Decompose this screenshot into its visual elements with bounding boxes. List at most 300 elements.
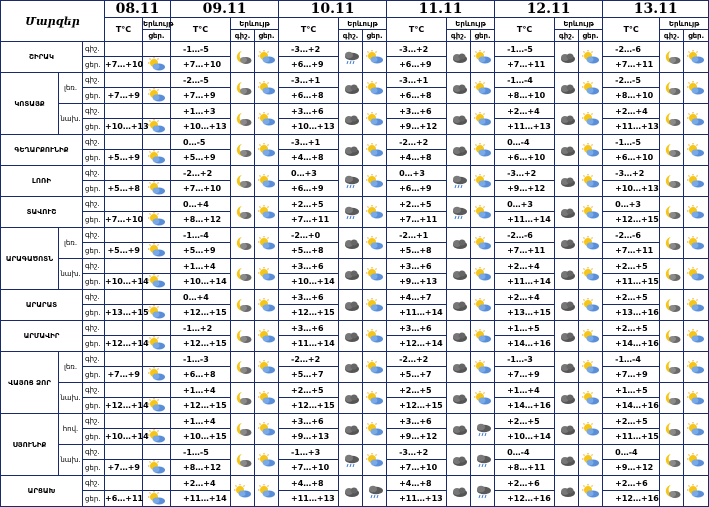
time-of-day-label: գիշ.: [83, 104, 105, 119]
time-of-day-label: ցեր.: [83, 150, 105, 166]
cloud-sun-icon: [473, 360, 493, 375]
cloud-sun-icon: [257, 205, 277, 220]
cloud-sun-icon: [147, 150, 167, 165]
weather-icon-cell: [231, 197, 255, 228]
weather-icon-cell: [363, 445, 387, 476]
temperature-value: +7…+10: [387, 460, 447, 476]
temperature-value: +12…+16: [495, 491, 555, 507]
temperature-value: -1…-4: [171, 228, 231, 243]
cloud-icon: [341, 391, 361, 406]
moon-cloud-icon: [662, 112, 682, 127]
cloud-rain-icon: [341, 174, 361, 189]
temperature-value: +11…+15: [603, 274, 660, 290]
temperature-value: [105, 259, 143, 274]
cloud-icon: [449, 236, 469, 251]
cloud-sun-icon: [147, 119, 167, 134]
temperature-value: -2…+2: [171, 166, 231, 181]
subregion-label: նախ.: [59, 104, 83, 135]
table-row: [1, 445, 709, 460]
cloud-sun-icon: [473, 329, 493, 344]
table-row: [1, 290, 709, 305]
temperature-value: +6…+8: [171, 367, 231, 383]
weather-icon-cell: [684, 197, 709, 228]
weather-icon-cell: [555, 104, 579, 135]
weather-icon-cell: [684, 228, 709, 259]
cloud-sun-icon: [257, 360, 277, 375]
weather-icon-cell: [555, 352, 579, 383]
weather-icon-cell: [363, 135, 387, 166]
cloud-sun-icon: [473, 143, 493, 158]
temperature-value: -2…-6: [495, 228, 555, 243]
cloud-rain-icon: [473, 453, 493, 468]
weather-icon-cell: [339, 197, 363, 228]
moon-cloud-icon: [662, 81, 682, 96]
temperature-value: [105, 73, 143, 88]
cloud-icon: [557, 329, 577, 344]
phenomenon-header: Երևույթ: [339, 18, 387, 30]
temperature-value: 0…+3: [279, 166, 339, 181]
weather-icon-cell: [255, 383, 279, 414]
temperature-value: +4…+8: [387, 150, 447, 166]
temperature-value: +7…+10: [105, 212, 143, 228]
cloud-icon: [557, 267, 577, 282]
weather-icon-cell: [471, 42, 495, 73]
weather-icon-cell: [579, 42, 603, 73]
cloud-sun-icon: [257, 329, 277, 344]
weather-icon-cell: [363, 259, 387, 290]
temperature-value: +12…+15: [171, 336, 231, 352]
temperature-value: +14…+16: [495, 398, 555, 414]
weather-icon-cell: [143, 88, 171, 104]
region-name: ԱՐՄԱՎԻՐ: [1, 321, 83, 352]
weather-icon-cell: [255, 352, 279, 383]
time-of-day-label: ցեր.: [83, 212, 105, 228]
moon-cloud-icon: [233, 50, 253, 65]
weather-icon-cell: [471, 135, 495, 166]
subregion-label: նախ.: [59, 383, 83, 414]
temperature-value: +3…+6: [279, 290, 339, 305]
temperature-value: +2…+5: [387, 383, 447, 398]
subregion-label: նախ.: [59, 259, 83, 290]
weather-icon-cell: [660, 352, 684, 383]
table-row: [1, 166, 709, 181]
temperature-value: -1…-4: [603, 352, 660, 367]
time-of-day-label: գիշ.: [83, 414, 105, 429]
weather-icon-cell: [447, 259, 471, 290]
temperature-value: +3…+6: [387, 104, 447, 119]
temperature-value: +8…+12: [171, 460, 231, 476]
temperature-value: -1…-5: [171, 42, 231, 57]
cloud-icon: [341, 360, 361, 375]
cloud-sun-icon: [581, 298, 601, 313]
weather-icon-cell: [579, 383, 603, 414]
weather-icon-cell: [255, 414, 279, 445]
table-row: [1, 42, 709, 57]
weather-icon-cell: [143, 228, 171, 243]
cloud-sun-icon: [473, 391, 493, 406]
temperature-value: +5…+9: [105, 150, 143, 166]
moon-cloud-icon: [662, 391, 682, 406]
weather-icon-cell: [579, 290, 603, 321]
cloud-icon: [449, 112, 469, 127]
temperature-value: +5…+9: [171, 150, 231, 166]
temperature-value: -2…+2: [279, 352, 339, 367]
weather-icon-cell: [684, 321, 709, 352]
temperature-value: +4…+8: [279, 476, 339, 491]
weather-icon-cell: [660, 197, 684, 228]
temperature-value: +9…+12: [387, 119, 447, 135]
weather-icon-cell: [471, 290, 495, 321]
cloud-icon: [557, 143, 577, 158]
temperature-value: +2…+5: [387, 197, 447, 212]
weather-icon-cell: [255, 290, 279, 321]
weather-icon-cell: [339, 352, 363, 383]
cloud-icon: [557, 360, 577, 375]
region-name: ՇԻՐԱԿ: [1, 42, 83, 73]
cloud-sun-icon: [257, 298, 277, 313]
temperature-value: +4…+8: [279, 150, 339, 166]
time-of-day-label: գիշ.: [83, 352, 105, 367]
weather-icon-cell: [555, 166, 579, 197]
cloud-sun-icon: [233, 484, 253, 499]
time-of-day-label: գիշ.: [83, 259, 105, 274]
cloud-sun-icon: [365, 391, 385, 406]
temperature-value: +10…+15: [171, 429, 231, 445]
date-header-4: 11.11: [387, 1, 495, 18]
temperature-value: +7…+11: [387, 212, 447, 228]
temperature-value: +11…+14: [171, 491, 231, 507]
moon-cloud-icon: [233, 143, 253, 158]
temperature-value: +1…+4: [171, 259, 231, 274]
cloud-sun-icon: [147, 181, 167, 196]
phenomenon-header: Երևույթ: [231, 18, 279, 30]
weather-icon-cell: [447, 352, 471, 383]
temperature-value: +13…+16: [603, 305, 660, 321]
night-header: գիշ.: [339, 30, 363, 42]
temp-header: T°C: [495, 18, 555, 42]
temperature-value: [105, 321, 143, 336]
weather-icon-cell: [255, 135, 279, 166]
weather-icon-cell: [339, 383, 363, 414]
weather-icon-cell: [555, 290, 579, 321]
weather-icon-cell: [143, 181, 171, 197]
temperature-value: -3…+2: [603, 166, 660, 181]
temperature-value: 0…-5: [171, 135, 231, 150]
cloud-sun-icon: [365, 360, 385, 375]
time-of-day-label: գիշ.: [83, 476, 105, 491]
temperature-value: +2…+5: [603, 414, 660, 429]
cloud-sun-icon: [473, 81, 493, 96]
weather-icon-cell: [447, 135, 471, 166]
cloud-sun-icon: [147, 398, 167, 413]
temperature-value: +3…+6: [279, 414, 339, 429]
weather-icon-cell: [231, 414, 255, 445]
weather-icon-cell: [684, 352, 709, 383]
moon-cloud-icon: [662, 329, 682, 344]
cloud-sun-icon: [581, 174, 601, 189]
temperature-value: +12…+15: [279, 305, 339, 321]
temperature-value: +8…+12: [171, 212, 231, 228]
temperature-value: +2…+4: [495, 104, 555, 119]
time-of-day-label: ցեր.: [83, 460, 105, 476]
temperature-value: +7…+11: [495, 57, 555, 73]
weather-icon-cell: [339, 42, 363, 73]
cloud-sun-icon: [581, 391, 601, 406]
weather-icon-cell: [143, 367, 171, 383]
region-name: ԿՈՏԱՅՔ: [1, 73, 59, 135]
weather-icon-cell: [447, 383, 471, 414]
cloud-sun-icon: [147, 274, 167, 289]
weather-icon-cell: [339, 445, 363, 476]
cloud-sun-icon: [365, 267, 385, 282]
temperature-value: +6…+9: [387, 57, 447, 73]
temperature-value: 0…-4: [603, 445, 660, 460]
weather-icon-cell: [555, 42, 579, 73]
time-of-day-label: ցեր.: [83, 274, 105, 290]
weather-icon-cell: [339, 135, 363, 166]
weather-icon-cell: [363, 197, 387, 228]
temperature-value: -2…-5: [603, 73, 660, 88]
moon-cloud-icon: [662, 422, 682, 437]
temperature-value: +14…+16: [495, 336, 555, 352]
weather-icon-cell: [555, 321, 579, 352]
weather-icon-cell: [555, 383, 579, 414]
weather-icon-cell: [231, 228, 255, 259]
temperature-value: +2…+5: [603, 321, 660, 336]
temperature-value: +6…+8: [279, 88, 339, 104]
temperature-value: [105, 383, 143, 398]
temperature-value: [105, 135, 143, 150]
time-of-day-label: գիշ.: [83, 42, 105, 57]
temperature-value: +12…+15: [279, 398, 339, 414]
weather-icon-cell: [579, 476, 603, 507]
weather-icon-cell: [363, 228, 387, 259]
temperature-value: +2…+5: [603, 259, 660, 274]
temperature-value: +14…+16: [603, 398, 660, 414]
temperature-value: +7…+9: [171, 88, 231, 104]
cloud-sun-icon: [686, 50, 706, 65]
weather-icon-cell: [684, 383, 709, 414]
moon-cloud-icon: [233, 112, 253, 127]
cloud-sun-icon: [365, 329, 385, 344]
weather-icon-cell: [339, 290, 363, 321]
table-row: [1, 197, 709, 212]
time-of-day-label: ցեր.: [83, 119, 105, 135]
temperature-value: +3…+6: [387, 259, 447, 274]
weather-icon-cell: [684, 166, 709, 197]
weather-icon-cell: [471, 321, 495, 352]
temperature-value: +11…+13: [495, 119, 555, 135]
time-of-day-label: գիշ.: [83, 290, 105, 305]
weather-icon-cell: [143, 212, 171, 228]
moon-cloud-icon: [662, 267, 682, 282]
weather-icon-cell: [660, 290, 684, 321]
temperature-value: [105, 166, 143, 181]
cloud-sun-icon: [581, 329, 601, 344]
weather-icon-cell: [143, 104, 171, 119]
weather-icon-cell: [471, 104, 495, 135]
temperature-value: +2…+4: [171, 476, 231, 491]
temperature-value: +11…+13: [279, 491, 339, 507]
time-of-day-label: գիշ.: [83, 383, 105, 398]
temperature-value: +7…+11: [495, 243, 555, 259]
cloud-sun-icon: [581, 422, 601, 437]
subregion-label: լեռ.: [59, 352, 83, 383]
cloud-sun-icon: [365, 205, 385, 220]
cloud-icon: [449, 329, 469, 344]
cloud-sun-icon: [473, 205, 493, 220]
temperature-value: +7…+10: [171, 181, 231, 197]
night-header: գիշ.: [447, 30, 471, 42]
weather-icon-cell: [447, 104, 471, 135]
regions-header: Մարզեր: [1, 1, 105, 42]
cloud-sun-icon: [147, 429, 167, 444]
cloud-icon: [341, 81, 361, 96]
weather-icon-cell: [555, 197, 579, 228]
temperature-value: +7…+9: [495, 367, 555, 383]
cloud-sun-icon: [686, 143, 706, 158]
weather-icon-cell: [143, 150, 171, 166]
weather-icon-cell: [363, 476, 387, 507]
temperature-value: +2…+6: [603, 476, 660, 491]
cloud-sun-icon: [365, 422, 385, 437]
subregion-label: նախ.: [59, 445, 83, 476]
time-of-day-label: գիշ.: [83, 228, 105, 243]
weather-icon-cell: [231, 166, 255, 197]
temperature-value: [105, 445, 143, 460]
temperature-value: +1…+3: [171, 104, 231, 119]
moon-cloud-icon: [233, 205, 253, 220]
temperature-value: +12…+16: [603, 491, 660, 507]
table-row: [1, 73, 709, 88]
weather-icon-cell: [339, 228, 363, 259]
subregion-label: լեռ.: [59, 228, 83, 259]
moon-cloud-icon: [233, 391, 253, 406]
temperature-value: [105, 414, 143, 429]
cloud-icon: [449, 143, 469, 158]
temperature-value: +5…+9: [105, 243, 143, 259]
temperature-value: -2…+1: [387, 228, 447, 243]
weather-icon-cell: [363, 73, 387, 104]
time-of-day-label: ցեր.: [83, 181, 105, 197]
table-row: [1, 104, 709, 119]
weather-icon-cell: [579, 166, 603, 197]
temperature-value: +9…+12: [495, 181, 555, 197]
cloud-sun-icon: [686, 329, 706, 344]
subregion-label: լեռ.: [59, 73, 83, 104]
temperature-value: +2…+5: [279, 383, 339, 398]
moon-cloud-icon: [662, 236, 682, 251]
weather-icon-cell: [255, 321, 279, 352]
cloud-sun-icon: [581, 50, 601, 65]
cloud-sun-icon: [147, 88, 167, 103]
cloud-sun-icon: [686, 81, 706, 96]
time-of-day-label: գիշ.: [83, 135, 105, 150]
cloud-icon: [341, 112, 361, 127]
temperature-value: +10…+13: [105, 119, 143, 135]
temperature-value: +11…+13: [603, 119, 660, 135]
temperature-value: +7…+10: [105, 57, 143, 73]
region-name: ԱՐԱՐԱՏ: [1, 290, 83, 321]
time-of-day-label: ցեր.: [83, 243, 105, 259]
temperature-value: +9…+12: [387, 429, 447, 445]
region-name: ԳԵՂԱՐՔՈՒՆԻՔ: [1, 135, 83, 166]
temperature-value: [105, 42, 143, 57]
temperature-value: +7…+11: [603, 57, 660, 73]
day-header: ցեր.: [255, 30, 279, 42]
temperature-value: +4…+8: [387, 476, 447, 491]
temperature-value: [105, 104, 143, 119]
phenomenon-header: Երևույթ: [660, 18, 709, 30]
temp-header: T°C: [387, 18, 447, 42]
temperature-value: +12…+14: [387, 336, 447, 352]
table-row: [1, 135, 709, 150]
cloud-sun-icon: [147, 460, 167, 475]
temperature-value: 0…+3: [387, 166, 447, 181]
temperature-value: +7…+10: [171, 57, 231, 73]
temperature-value: +10…+14: [105, 429, 143, 445]
weather-icon-cell: [363, 290, 387, 321]
cloud-icon: [557, 391, 577, 406]
temperature-value: +10…+13: [171, 119, 231, 135]
cloud-icon: [449, 422, 469, 437]
time-of-day-label: ցեր.: [83, 429, 105, 445]
moon-cloud-icon: [662, 143, 682, 158]
night-header: գիշ.: [231, 30, 255, 42]
temperature-value: +5…+8: [105, 181, 143, 197]
phenomenon-header: Երևույթ: [447, 18, 495, 30]
cloud-icon: [557, 298, 577, 313]
cloud-icon: [449, 360, 469, 375]
time-of-day-label: ցեր.: [83, 398, 105, 414]
weather-icon-cell: [231, 135, 255, 166]
cloud-icon: [341, 267, 361, 282]
cloud-icon: [557, 484, 577, 499]
weather-icon-cell: [143, 57, 171, 73]
cloud-sun-icon: [686, 391, 706, 406]
temperature-value: +6…+11: [105, 491, 143, 507]
weather-icon-cell: [684, 259, 709, 290]
temperature-value: +7…+9: [603, 367, 660, 383]
cloud-sun-icon: [257, 81, 277, 96]
weather-icon-cell: [339, 259, 363, 290]
cloud-sun-icon: [581, 453, 601, 468]
weather-icon-cell: [660, 73, 684, 104]
moon-cloud-icon: [662, 453, 682, 468]
region-name: ԱՐՑԱԽ: [1, 476, 83, 507]
cloud-sun-icon: [686, 360, 706, 375]
temperature-value: +11…+14: [387, 305, 447, 321]
temperature-value: 0…-4: [495, 135, 555, 150]
weather-icon-cell: [684, 445, 709, 476]
cloud-sun-icon: [581, 81, 601, 96]
temperature-value: -1…-5: [603, 135, 660, 150]
temperature-value: [105, 352, 143, 367]
temperature-value: +10…+13: [279, 119, 339, 135]
cloud-sun-icon: [365, 112, 385, 127]
cloud-icon: [557, 422, 577, 437]
cloud-sun-icon: [257, 267, 277, 282]
weather-icon-cell: [255, 445, 279, 476]
temperature-value: -2…-5: [171, 73, 231, 88]
temperature-value: +2…+4: [603, 104, 660, 119]
temperature-value: -1…-5: [495, 42, 555, 57]
temperature-value: -3…+2: [387, 445, 447, 460]
temperature-value: +2…+5: [603, 290, 660, 305]
temperature-value: +12…+15: [171, 398, 231, 414]
temperature-value: +8…+10: [603, 88, 660, 104]
temperature-value: [105, 476, 143, 491]
